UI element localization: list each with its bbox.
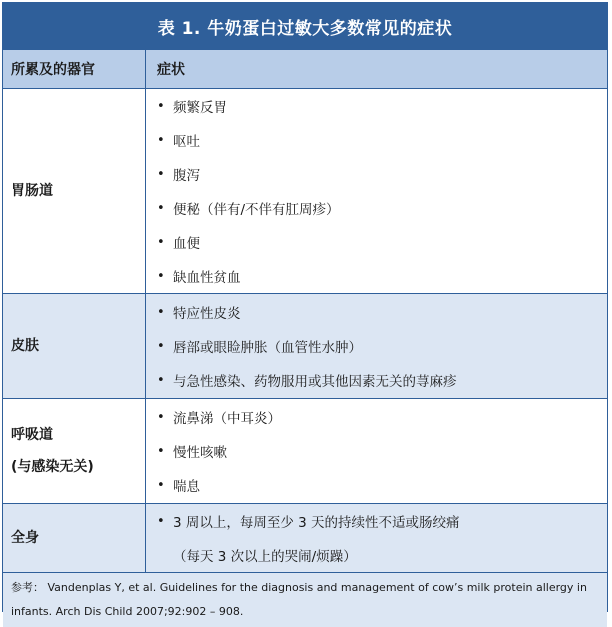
row-gastrointestinal: [3, 89, 607, 294]
reference-note: [3, 573, 607, 627]
row-skin: [3, 294, 607, 399]
symptom-item: • 喘息: [157, 477, 200, 495]
symptom-table: [2, 2, 608, 618]
bullet-icon: •: [157, 513, 165, 529]
bullet-icon: •: [157, 98, 165, 114]
organ-cell: [3, 399, 146, 503]
symptom-item: • 与急性感染、药物服用或其他因素无关的荨麻疹: [157, 372, 457, 390]
symptom-item: • 流鼻涕（中耳炎）: [157, 409, 281, 427]
organ-cell: [3, 294, 146, 398]
bullet-icon: •: [157, 132, 165, 148]
symptoms-cell: [146, 504, 607, 572]
table-title: 表 1. 牛奶蛋白过敏大多数常见的症状: [3, 3, 607, 49]
organ-label: 皮肤: [11, 338, 39, 354]
bullet-icon: •: [157, 477, 165, 493]
symptom-item: • 腹泻: [157, 166, 200, 184]
bullet-icon: •: [157, 268, 165, 284]
row-systemic: [3, 504, 607, 573]
organ-label: 呼吸道: [11, 427, 53, 443]
organ-cell: [3, 504, 146, 572]
reference-line-2: infants. Arch Dis Child 2007;92:902 – 908.: [11, 605, 244, 618]
header-row: [3, 49, 607, 89]
organ-label: 胃肠道: [11, 183, 53, 199]
bullet-icon: •: [157, 234, 165, 250]
symptoms-cell: [146, 399, 607, 503]
row-respiratory: [3, 399, 607, 504]
organ-sublabel: (与感染无关): [11, 459, 94, 475]
symptom-item: • 呕吐: [157, 132, 200, 150]
symptom-item: • 频繁反胃: [157, 98, 227, 116]
symptom-continuation: （每天 3 次以上的哭闹/烦躁）: [173, 549, 357, 565]
bullet-icon: •: [157, 166, 165, 182]
symptom-item: • 血便: [157, 234, 200, 252]
header-organ: 所累及的器官: [3, 50, 146, 88]
symptom-item: • 缺血性贫血: [157, 268, 241, 286]
symptom-item: • 3 周以上，每周至少 3 天的持续性不适或肠绞痛: [157, 513, 460, 531]
reference-line-1: 参考： Vandenplas Y, et al. Guidelines for the diagnosis and management of cow’s milk protein allergy in: [11, 581, 587, 594]
bullet-icon: •: [157, 200, 165, 216]
header-symptoms: 症状: [157, 62, 185, 78]
bullet-icon: •: [157, 304, 165, 320]
symptom-item: • 便秘（伴有/不伴有肛周疹）: [157, 200, 340, 218]
bullet-icon: •: [157, 372, 165, 388]
bullet-icon: •: [157, 409, 165, 425]
symptom-item: • 唇部或眼睑肿胀（血管性水肿）: [157, 338, 362, 356]
symptoms-cell: [146, 294, 607, 398]
organ-label: 全身: [11, 530, 39, 546]
symptom-item: • 特应性皮炎: [157, 304, 241, 322]
symptoms-cell: [146, 89, 607, 293]
bullet-icon: •: [157, 338, 165, 354]
bullet-icon: •: [157, 443, 165, 459]
symptom-item: • 慢性咳嗽: [157, 443, 227, 461]
organ-cell: [3, 89, 146, 293]
